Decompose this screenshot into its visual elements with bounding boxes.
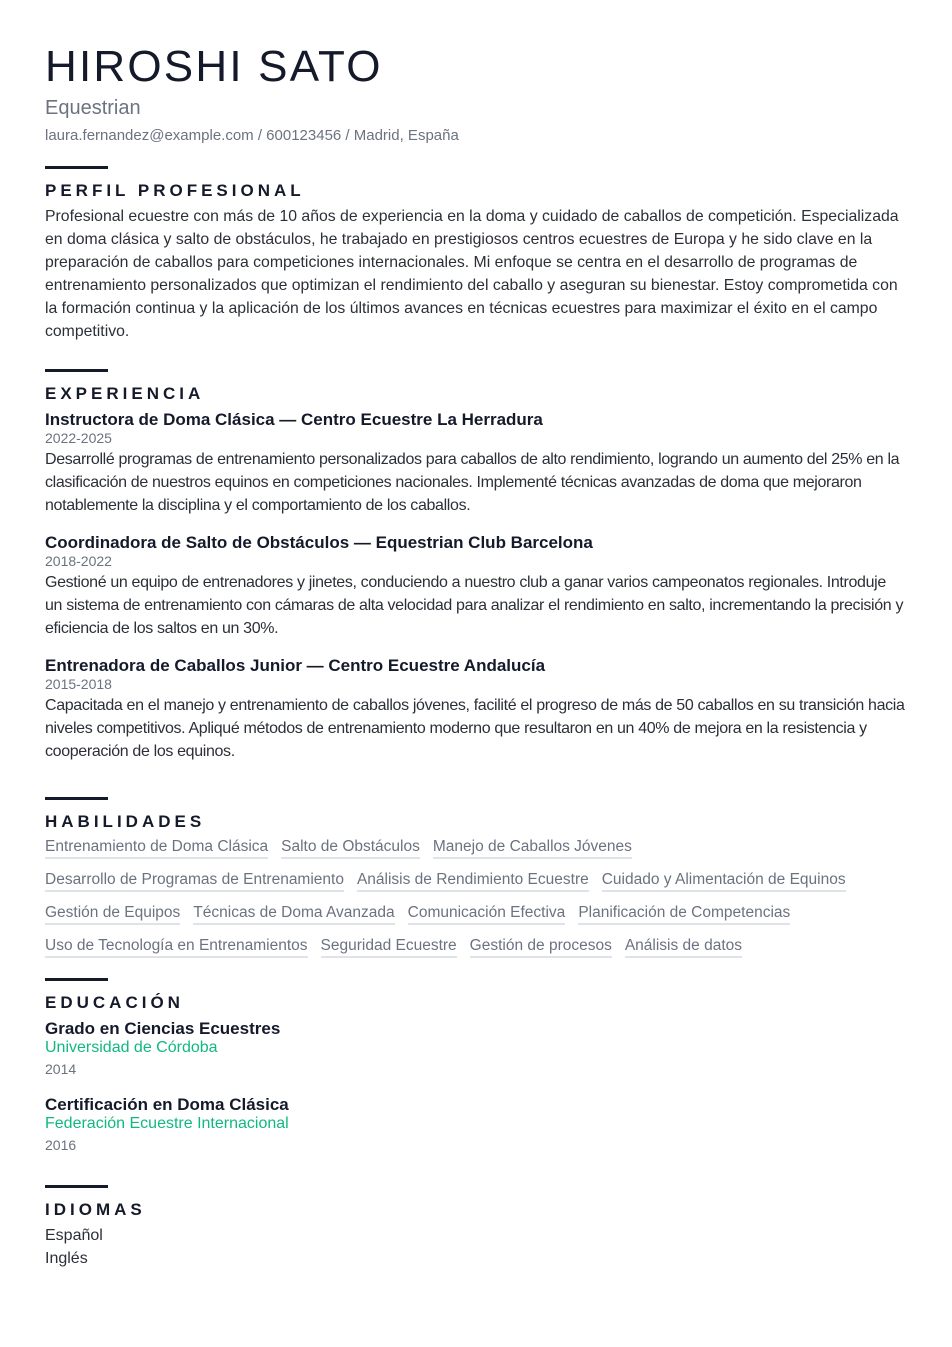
section-divider [45,369,108,372]
section-title-languages: IDIOMAS [45,1200,146,1219]
experience-item [45,533,907,640]
education-degree: Certificación en Doma Clásica [45,1095,289,1114]
skill-tag: Cuidado y Alimentación de Equinos [602,870,846,892]
section-divider [45,166,108,169]
skill-tag: Análisis de Rendimiento Ecuestre [357,870,589,892]
section-title-experience: EXPERIENCIA [45,384,205,403]
job-dates: 2022-2025 [45,430,112,446]
profile-section [45,166,907,343]
skill-tag: Gestión de Equipos [45,903,180,925]
education-item [45,1019,907,1079]
experience-section [45,369,907,763]
job-title: Entrenadora de Caballos Junior — Centro Ecuestre Andalucía [45,656,546,675]
education-year: 2016 [45,1137,77,1153]
experience-item [45,656,907,763]
skill-tag: Desarrollo de Programas de Entrenamiento [45,870,344,892]
education-school: Federación Ecuestre Internacional [45,1115,289,1132]
job-description: Capacitada en el manejo y entrenamiento de caballos jóvenes, facilité el progreso de más de 50 caballos en su transición hacia niveles competitivos. Apliqué métodos de entrenamiento moderno que resultaron en un 40% de mejora en la resistencia y cooperación de los equinos. [45,697,905,760]
job-description: Gestioné un equipo de entrenadores y jinetes, conduciendo a nuestro club a ganar varios campeonatos regionales. Introduje un sistema de entrenamiento con cámaras de alta velocidad para analizar el rendimiento en salto, incrementando la precisión y eficiencia de los saltos en un 30%. [45,574,904,637]
section-title-education: EDUCACIÓN [45,993,184,1012]
skill-tag: Manejo de Caballos Jóvenes [433,837,632,859]
skill-tag: Uso de Tecnología en Entrenamientos [45,936,308,958]
resume-header [45,44,907,146]
education-item [45,1095,907,1155]
education-degree: Grado en Ciencias Ecuestres [45,1019,281,1038]
languages-section [45,1185,907,1270]
experience-item [45,410,907,517]
education-school: Universidad de Córdoba [45,1039,218,1056]
section-title-profile: PERFIL PROFESIONAL [45,181,305,200]
job-title: Instructora de Doma Clásica — Centro Ecuestre La Herradura [45,410,543,429]
section-divider [45,978,108,981]
language-item: Español [45,1227,103,1244]
skills-section [45,797,907,958]
skill-tag: Técnicas de Doma Avanzada [193,903,394,925]
skills-list [45,837,907,958]
skill-tag: Entrenamiento de Doma Clásica [45,837,268,859]
job-dates: 2018-2022 [45,553,112,569]
profile-text: Profesional ecuestre con más de 10 años de experiencia en la doma y cuidado de caballos de competición. Especializada en doma clásica y salto de obstáculos, he trabajado en prestigiosos centros ecuestres de Europa y he sido clave en la preparación de caballos para competiciones internacionales. Mi enfoque se centra en el desarrollo de programas de entrenamiento personalizados que optimizan el rendimiento del caballo y aseguran su bienestar. Estoy comprometida con la formación continua y la aplicación de los últimos avances en técnicas ecuestres para maximizar el éxito en el campo competitivo. [45,208,899,340]
job-title: Coordinadora de Salto de Obstáculos — Equestrian Club Barcelona [45,533,593,552]
section-title-skills: HABILIDADES [45,812,206,831]
education-year: 2014 [45,1061,77,1077]
skill-tag: Gestión de procesos [470,936,612,958]
job-dates: 2015-2018 [45,676,112,692]
skill-tag: Comunicación Efectiva [408,903,566,925]
language-item: Inglés [45,1250,88,1267]
candidate-role: Equestrian [45,97,141,119]
contact-info: laura.fernandez@example.com / 600123456 / Madrid, España [45,127,459,144]
skill-tag: Seguridad Ecuestre [321,936,457,958]
skill-tag: Análisis de datos [625,936,742,958]
section-divider [45,797,108,800]
skill-tag: Planificación de Competencias [578,903,790,925]
candidate-name: HIROSHI SATO [45,42,383,91]
skill-tag: Salto de Obstáculos [281,837,420,859]
section-divider [45,1185,108,1188]
job-description: Desarrollé programas de entrenamiento personalizados para caballos de alto rendimiento, logrando un aumento del 25% en la clasificación de nuestros equinos en competiciones nacionales. Implementé técnicas avanzadas de doma que mejoraron notablemente la disciplina y el comportamiento de los caballos. [45,451,900,514]
education-section [45,978,907,1155]
